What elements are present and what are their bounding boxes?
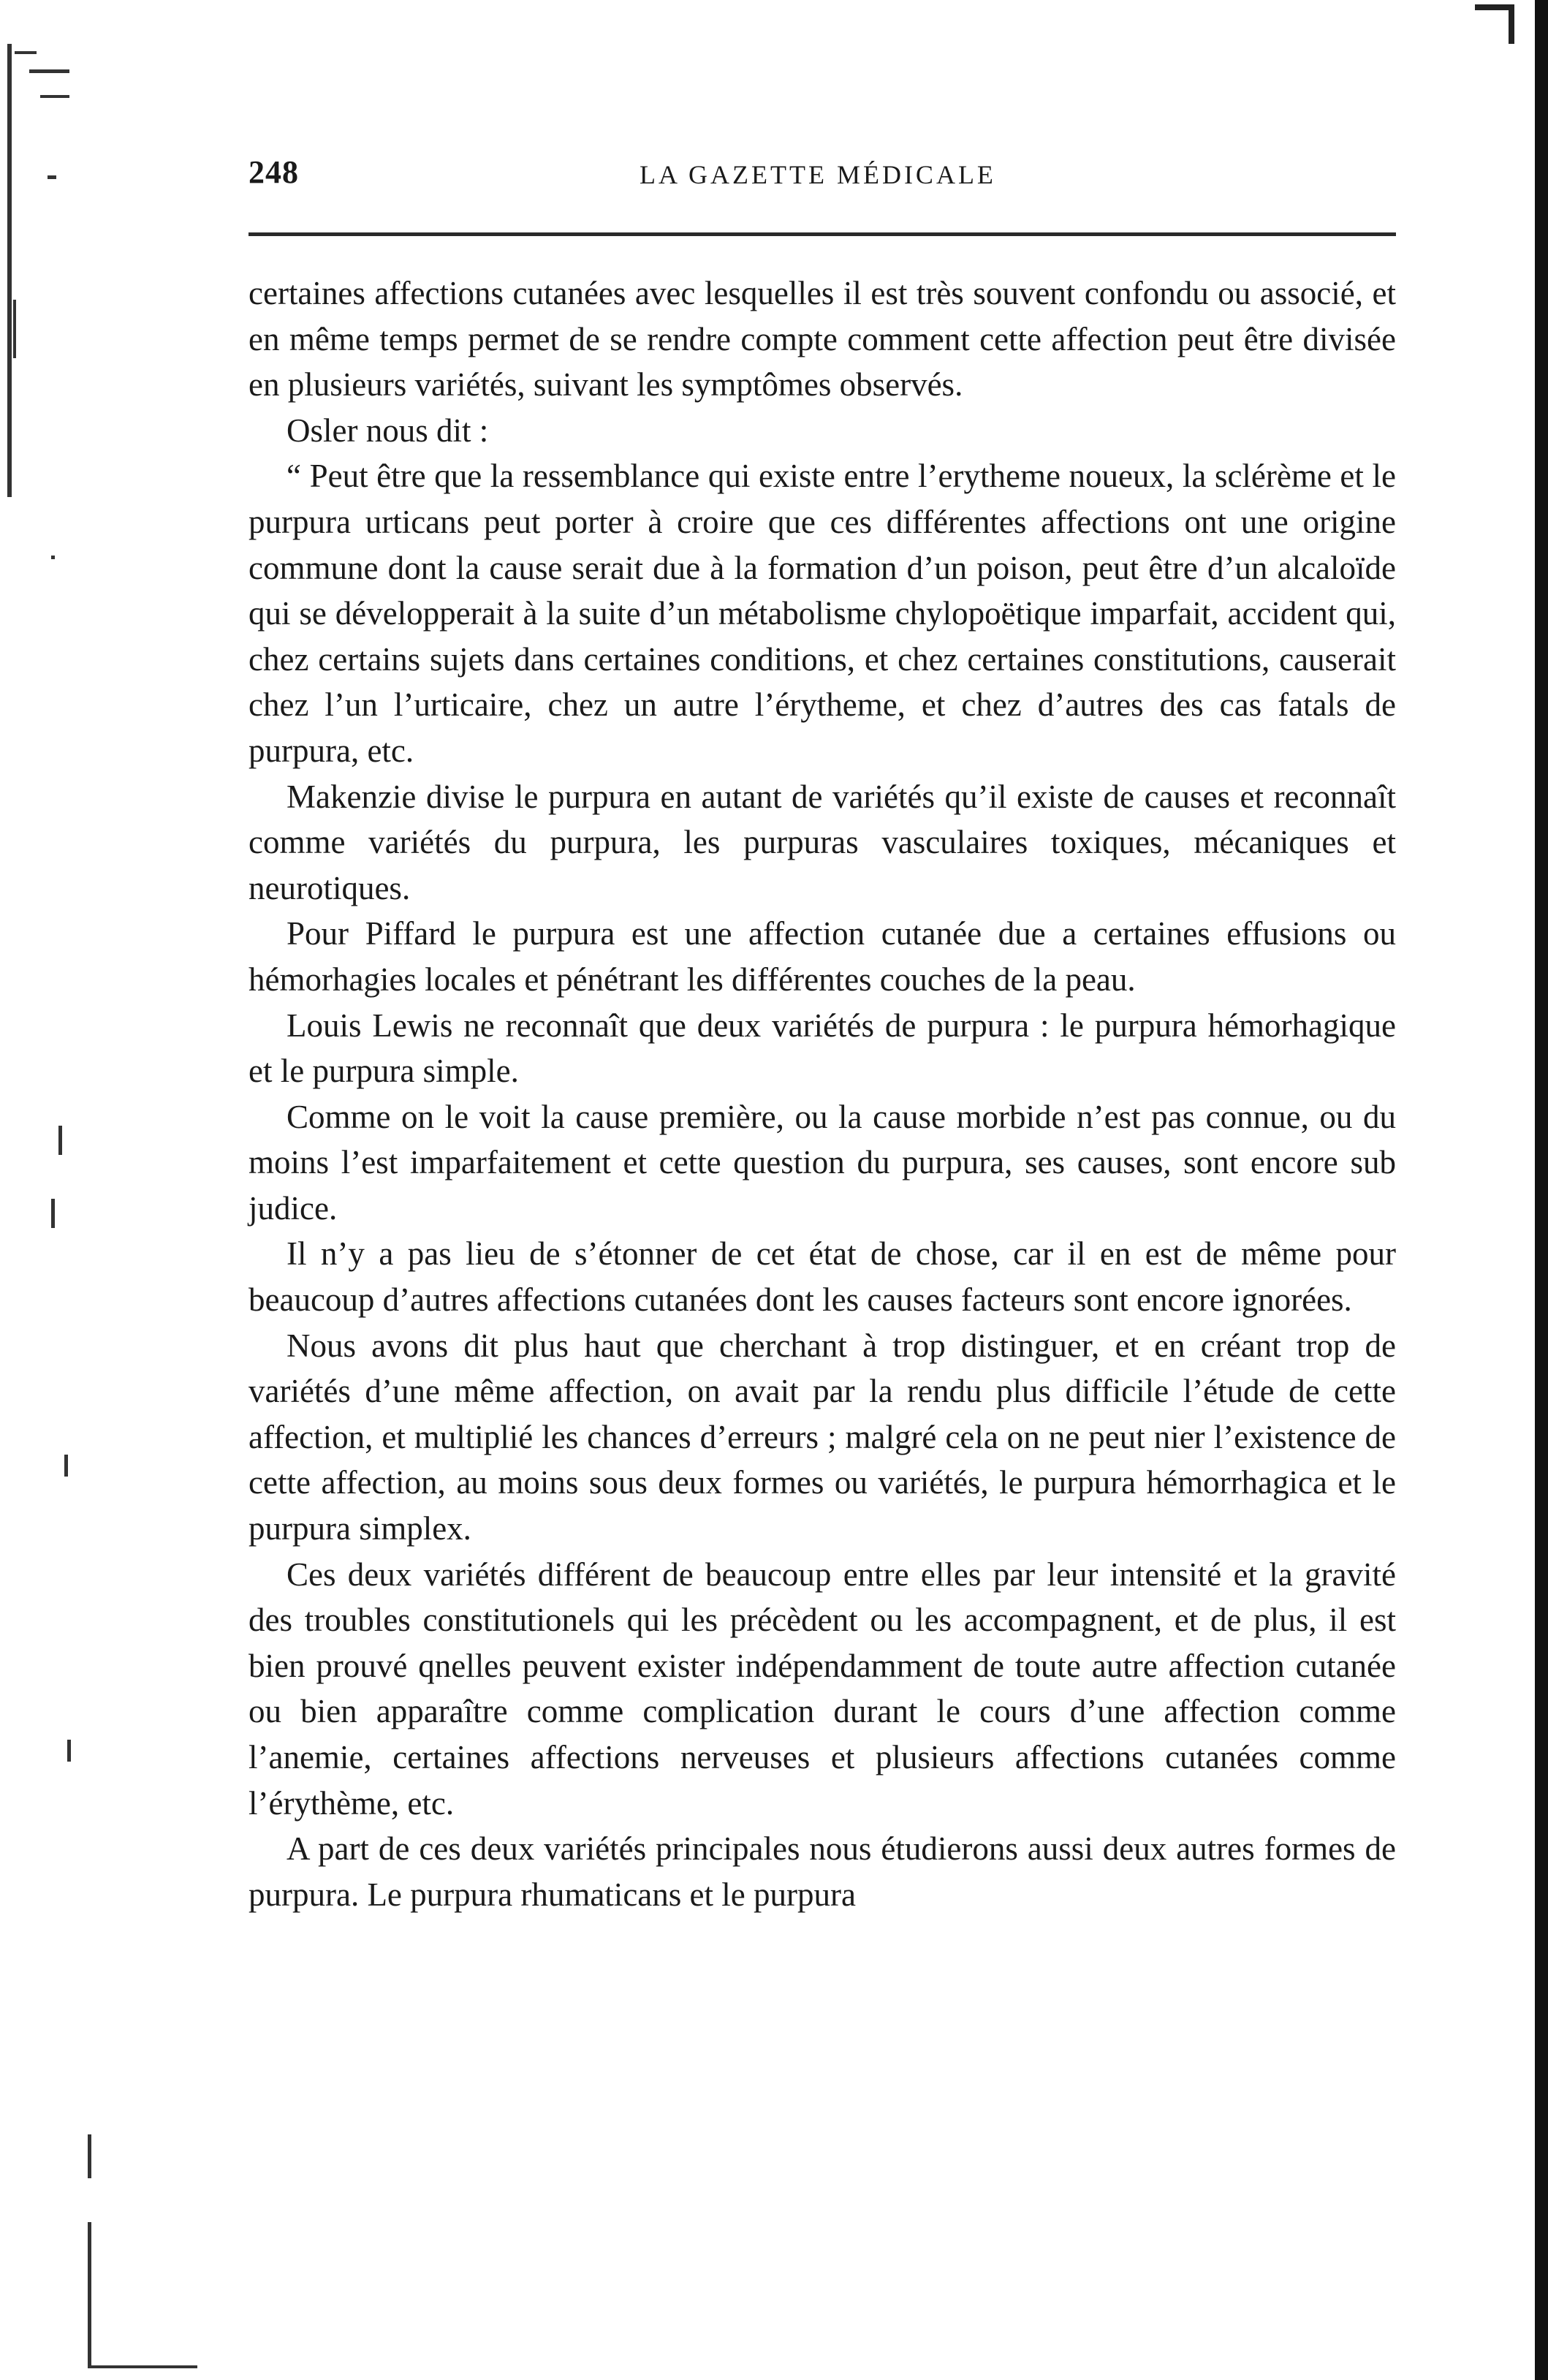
paragraph: Nous avons dit plus haut que cherchant à trop distinguer, et en créant trop de variétés d’une même affection, on avait par la rendu plus difficile l’étude de cette affection, et multiplié les chances d’erreurs ; malgré cela on ne peut nier l’existence de cette affection, au moins sous deux formes ou variétés, le purpura hémorrhagica et le purpura simplex.	[248, 1327, 1396, 1547]
paragraph: A part de ces deux variétés principales nous étudierons aussi deux autres formes de purpura. Le purpura rhumaticans et le purpura	[248, 1830, 1396, 1913]
paragraph: Louis Lewis ne reconnaît que deux variétés de purpura : le purpura hémorhagique et le purpura simple.	[248, 1007, 1396, 1090]
page-number: 248	[248, 154, 299, 190]
paragraph: Comme on le voit la cause première, ou la cause morbide n’est pas connue, ou du moins l’est imparfaitement et cette question du purpura, ses causes, sont encore sub judice.	[248, 1098, 1396, 1227]
paragraph: Osler nous dit :	[287, 412, 489, 449]
header-rule	[248, 232, 1396, 236]
paragraph: Ces deux variétés différent de beaucoup entre elles par leur intensité et la gravité des troubles constitutionels qui les précèdent ou les accompagnent, et de plus, il est bien prouvé qnelles peuvent exister indépendamment de toute autre affection cutanée ou bien apparaître comme complication durant le cours d’une affection comme l’anemie, certaines affections nerveuses et plusieurs affections cutanées comme l’érythème, etc.	[248, 1555, 1396, 1822]
paragraph: certaines affections cutanées avec lesquelles il est très souvent confondu ou associé, et en même temps permet de se rendre compte comment cette affection peut être divisée en plusieurs variétés, suivant les symptômes observés.	[248, 275, 1396, 403]
scan-corner-mark	[1475, 0, 1519, 51]
body-text	[248, 270, 1396, 1917]
paragraph: Il n’y a pas lieu de s’étonner de cet état de chose, car il en est de même pour beaucoup d’autres affections cutanées dont les causes facteurs sont encore ignorées.	[248, 1235, 1396, 1319]
page-header	[248, 154, 1396, 197]
scan-edge-shadow	[1535, 0, 1548, 2380]
running-head: LA GAZETTE MÉDICALE	[640, 160, 996, 189]
scan-margin-artifacts	[0, 0, 110, 2380]
paragraph: Makenzie divise le purpura en autant de variétés qu’il existe de causes et reconnaît comme variétés du purpura, les purpuras vasculaires toxiques, mécaniques et neurotiques.	[248, 778, 1396, 906]
paragraph: Pour Piffard le purpura est une affection cutanée due a certaines effusions ou hémorhagies locales et pénétrant les différentes couches de la peau.	[248, 915, 1396, 998]
paragraph: “ Peut être que la ressemblance qui existe entre l’erytheme noueux, la sclérème et le purpura urticans peut porter à croire que ces différentes affections ont une origine commune dont la cause serait due à la formation d’un poison, peut être d’un alcaloïde qui se développerait à la suite d’un métabolisme chylopoëtique imparfait, accident qui, chez certains sujets dans certaines conditions, et chez certaines constitutions, causerait chez l’un l’urticaire, chez un autre l’érytheme, et chez d’autres des cas fatals de purpura, etc.	[248, 458, 1396, 769]
